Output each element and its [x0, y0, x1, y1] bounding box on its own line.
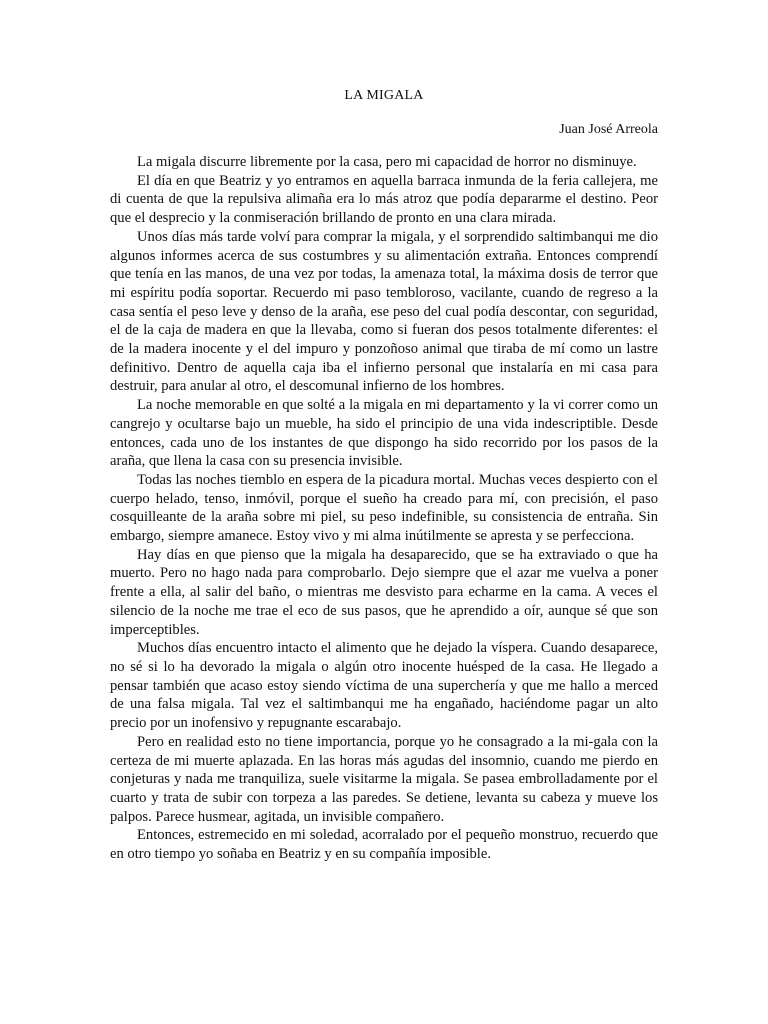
paragraph-4: La noche memorable en que solté a la migala en mi departamento y la vi correr como un cangrejo y ocultarse bajo un mueble, ha sido el principio de una vida indescriptible. Desde entonces, cada uno de los instantes de que dispongo ha sido recorrido por los pasos de la araña, que llena la casa con su presencia invisible.	[110, 397, 658, 470]
paragraph-2: El día en que Beatriz y yo entramos en aquella barraca inmunda de la feria callejera, me di cuenta de que la repulsiva alimaña era lo más atroz que podía depararme el destino. Peor que el desprecio y la conmiseración brillando de pronto en una clara mirada.	[110, 172, 658, 227]
document-body	[110, 153, 658, 864]
paragraph-7: Muchos días encuentro intacto el alimento que he dejado la víspera. Cuando desaparece, no sé si lo ha devorado la migala o algún otro inocente huésped de la casa. He llegado a pensar también que acaso estoy siendo víctima de una superchería y que me hallo a merced de una falsa migala. Tal vez el saltimbanqui me ha engañado, haciéndome pagar un alto precio por un inofensivo y repugnante escarabajo.	[110, 640, 658, 732]
document-title: LA MIGALA	[344, 88, 424, 103]
paragraph-9: Entonces, estremecido en mi soledad, acorralado por el pequeño monstruo, recuerdo que en otro tiempo yo soñaba en Beatriz y en su compañía imposible.	[110, 827, 658, 863]
paragraph-5: Todas las noches tiemblo en espera de la picadura mortal. Muchas veces despierto con el cuerpo helado, tenso, inmóvil, porque el sueño ha creado para mí, con precisión, el paso cosquilleante de la araña sobre mi piel, su peso indefinible, su consistencia de entraña. Sin embargo, siempre amanece. Estoy vivo y mi alma inútilmente se apresta y se perfecciona.	[110, 471, 658, 545]
paragraph-1: La migala discurre libremente por la casa, pero mi capacidad de horror no disminuye.	[137, 154, 637, 170]
paragraph-3: Unos días más tarde volví para comprar la migala, y el sorprendido saltimbanqui me dio algunos informes acerca de sus costumbres y su alimentación extraña. Entonces comprendí que tenía en las manos, de una vez por todas, la amenaza total, la máxima dosis de terror que mi espíritu podía soportar. Recuerdo mi paso tembloroso, vacilante, cuando de regreso a la casa sentía el peso leve y denso de la araña, ese peso del cual podía descontar, con seguridad, el de la caja de madera en que la llevaba, como si fueran dos pesos totalmente diferentes: el de la madera inocente y el del impuro y ponzoñoso animal que tiraba de mí como un lastre definitivo. Dentro de aquella caja iba el infierno personal que instalaría en mi casa para destruir, para anular al otro, el descomunal infierno de los hombres.	[110, 228, 658, 395]
paragraph-8: Pero en realidad esto no tiene importancia, porque yo he consagrado a la mi-gala con la certeza de mi muerte aplazada. En las horas más agudas del insomnio, cuando me pierdo en conjeturas y nada me tranquiliza, suele visitarme la migala. Se pasea embrolladamente por el cuarto y trata de subir con torpeza a las paredes. Se detiene, levanta su cabeza y mueve los palpos. Parece husmear, agitada, un invisible compañero.	[110, 733, 658, 825]
paragraph-6: Hay días en que pienso que la migala ha desaparecido, que se ha extraviado o que ha muerto. Pero no hago nada para comprobarlo. Dejo siempre que el azar me vuelva a poner frente a ella, al salir del baño, o mientras me desvisto para echarme en la cama. A veces el silencio de la noche me trae el eco de sus pasos, que he aprendido a oír, aunque sé que son imperceptibles.	[110, 546, 658, 638]
document-author: Juan José Arreola	[559, 122, 658, 137]
